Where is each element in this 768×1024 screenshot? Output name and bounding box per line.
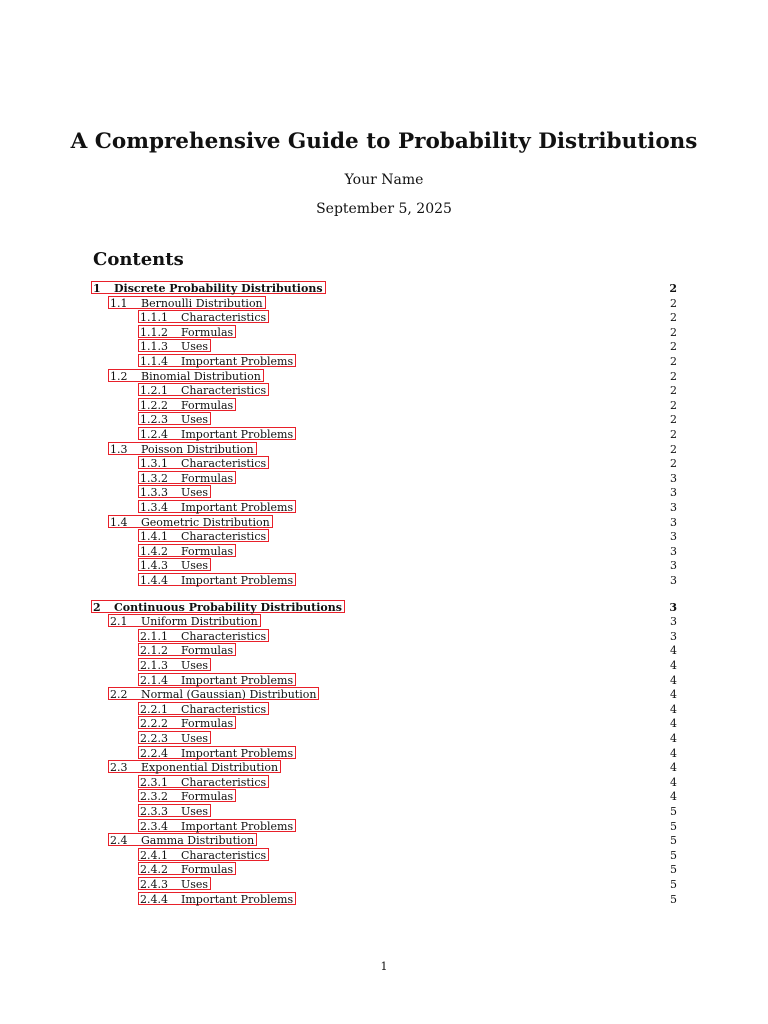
toc-entry-title: Discrete Probability Distributions (114, 282, 323, 295)
toc-page-number: 2 (670, 384, 677, 398)
toc-entry-number: 1.1.1 (140, 311, 168, 325)
toc-entry-title: Formulas (181, 644, 234, 658)
toc-subsection-row (91, 310, 677, 325)
toc-entry-number: 1.1.3 (140, 340, 168, 354)
toc-entry-number: 1.1.4 (140, 355, 168, 368)
toc-section-row (91, 369, 677, 384)
toc-subsection-row (91, 716, 677, 731)
toc-entry-title: Important Problems (181, 673, 294, 687)
toc-entry-title: Formulas (181, 544, 234, 558)
toc-page-number: 5 (670, 805, 677, 818)
toc-link-1-1[interactable] (108, 296, 266, 309)
toc-page-number: 3 (670, 515, 677, 529)
toc-entry-number: 1.4 (110, 515, 128, 529)
toc-entry-number: 2.3.1 (140, 775, 168, 789)
toc-page-number: 2 (669, 282, 677, 295)
toc-subsection-row (91, 731, 677, 746)
toc-subsection-row (91, 877, 677, 892)
page-number: 1 (380, 960, 388, 973)
toc-entry-title: Important Problems (181, 746, 294, 760)
toc-entry-title: Important Problems (181, 428, 294, 441)
toc-entry-title: Continuous Probability Distributions (114, 600, 342, 614)
toc-page-number: 4 (670, 717, 677, 731)
toc-entry-title: Uses (181, 732, 209, 745)
toc-entry-title: Normal (Gaussian) Distribution (141, 688, 317, 702)
toc-page-number: 3 (669, 600, 677, 614)
toc-subsection-row (91, 819, 677, 834)
toc-section-row (91, 515, 677, 530)
toc-page-number: 2 (670, 457, 677, 471)
toc-entry-number: 1.2.4 (140, 428, 168, 441)
toc-page-number: 4 (670, 761, 677, 775)
document-title: A Comprehensive Guide to Probability Distributions (70, 129, 698, 154)
toc-subsection-row (91, 746, 677, 761)
toc-subsection-row (91, 339, 677, 354)
toc-link-2-2-3[interactable] (138, 731, 211, 744)
toc-entry-title: Characteristics (181, 702, 267, 716)
toc-subsection-row (91, 862, 677, 877)
toc-entry-number: 1.2.3 (140, 413, 168, 427)
toc-entry-number: 2.1 (110, 615, 128, 629)
toc-section-row (91, 833, 677, 848)
toc-page-number: 3 (670, 486, 677, 500)
toc-entry-title: Characteristics (181, 848, 267, 862)
toc-subsection-row (91, 500, 677, 515)
toc-subsection-row (91, 354, 677, 369)
toc-link-1-4[interactable] (108, 515, 273, 528)
toc-link-2-4-2[interactable] (138, 862, 236, 875)
toc-entry-number: 2.4.3 (140, 878, 168, 891)
toc-subsection-row (91, 456, 677, 471)
toc-page-number: 2 (670, 442, 677, 456)
toc-entry-title: Gamma Distribution (141, 834, 255, 848)
toc-entry-number: 2.2.4 (140, 746, 168, 760)
toc-entry-number: 2.3.4 (140, 819, 168, 833)
toc-entry-number: 1.4.2 (140, 544, 168, 558)
toc-link-1-4-3[interactable] (138, 558, 211, 571)
toc-entry-number: 1.3.1 (140, 457, 168, 471)
toc-subsection-row (91, 427, 677, 442)
toc-link-1-2[interactable] (108, 369, 264, 382)
contents-heading: Contents (93, 249, 184, 270)
toc-subsection-row (91, 383, 677, 398)
toc-link-2-4-4[interactable] (138, 892, 296, 905)
toc-subsection-row (91, 558, 677, 573)
toc-subsection-row (91, 325, 677, 340)
toc-page-number: 3 (670, 559, 677, 573)
toc-subsection-row (91, 789, 677, 804)
toc-entry-number: 2.1.4 (140, 673, 168, 687)
toc-section-row (91, 760, 677, 775)
toc-page-number: 4 (670, 659, 677, 672)
toc-link-1-1-2[interactable] (138, 325, 236, 338)
toc-entry-number: 2.1.1 (140, 629, 168, 643)
toc-entry-title: Poisson Distribution (141, 442, 254, 456)
toc-page-number: 5 (670, 834, 677, 848)
toc-entry-number: 1.2.1 (140, 384, 168, 398)
toc-entry-number: 2.3.2 (140, 790, 168, 804)
toc-subsection-row (91, 673, 677, 688)
toc-link-1[interactable] (91, 281, 326, 294)
toc-entry-title: Uses (181, 805, 209, 818)
toc-entry-number: 1.4.3 (140, 559, 168, 573)
toc-entry-title: Characteristics (181, 629, 267, 643)
toc-entry-title: Formulas (181, 325, 234, 339)
toc-subsection-row (91, 544, 677, 559)
toc-entry-title: Important Problems (181, 819, 294, 833)
toc-entry-number: 2.4 (110, 834, 128, 848)
toc-entry-number: 1.1 (110, 296, 128, 310)
toc-link-1-2-1[interactable] (138, 383, 269, 396)
toc-subsection-row (91, 529, 677, 544)
toc-page-number: 4 (670, 732, 677, 745)
toc-entry-title: Binomial Distribution (141, 369, 261, 383)
toc-entry-number: 2.1.3 (140, 659, 168, 672)
toc-page-number: 4 (670, 775, 677, 789)
toc-entry-number: 1.3.2 (140, 471, 168, 485)
toc-page-number: 2 (670, 325, 677, 339)
toc-entry-number: 2.1.2 (140, 644, 168, 658)
toc-link-1-4-1[interactable] (138, 529, 269, 542)
toc-link-1-1-4[interactable] (138, 354, 296, 367)
toc-link-1-3[interactable] (108, 442, 257, 455)
toc-page-number: 5 (670, 863, 677, 877)
toc-entry-title: Uses (181, 659, 209, 672)
toc-page-number: 2 (670, 355, 677, 368)
toc-subsection-row (91, 398, 677, 413)
toc-entry-title: Important Problems (181, 892, 294, 906)
toc-page-number: 2 (670, 428, 677, 441)
toc-entry-title: Uses (181, 878, 209, 891)
toc-link-1-4-2[interactable] (138, 544, 236, 557)
toc-page-number: 2 (670, 340, 677, 354)
toc-page-number: 4 (670, 644, 677, 658)
toc-entry-title: Important Problems (181, 355, 294, 368)
toc-entry-number: 1.1.2 (140, 325, 168, 339)
toc-subsection-row (91, 643, 677, 658)
toc-link-2-2[interactable] (108, 687, 319, 700)
toc-section-row (91, 614, 677, 629)
toc-page-number: 2 (670, 296, 677, 310)
toc-page-number: 2 (670, 311, 677, 325)
toc-page-number: 4 (670, 688, 677, 702)
toc-subsection-row (91, 848, 677, 863)
toc-entry-number: 1.2.2 (140, 398, 168, 412)
toc-entry-number: 2.4.4 (140, 892, 168, 906)
toc-link-1-3-3[interactable] (138, 485, 211, 498)
toc-link-2-4-3[interactable] (138, 877, 211, 890)
toc-link-2-4[interactable] (108, 833, 257, 846)
toc-entry-title: Uses (181, 559, 209, 573)
toc-page-number: 3 (670, 471, 677, 485)
toc-entry-title: Uses (181, 486, 209, 500)
toc-link-2-1-3[interactable] (138, 658, 211, 671)
toc-entry-title: Formulas (181, 790, 234, 804)
toc-entry-number: 2.4.1 (140, 848, 168, 862)
toc-entry-number: 2.2.3 (140, 732, 168, 745)
toc-link-2-2-2[interactable] (138, 716, 236, 729)
toc-subsection-row (91, 775, 677, 790)
toc-page-number: 3 (670, 544, 677, 558)
toc-page-number: 4 (670, 746, 677, 760)
toc-page-number: 2 (670, 413, 677, 427)
toc-subsection-row (91, 629, 677, 644)
toc-page-number: 4 (670, 673, 677, 687)
toc-entry-title: Uniform Distribution (141, 615, 258, 629)
toc-entry-title: Important Problems (181, 574, 294, 587)
toc-subsection-row (91, 485, 677, 500)
toc-entry-title: Geometric Distribution (141, 515, 270, 529)
toc-chapter-row (91, 600, 677, 615)
toc-entry-number: 1.3.3 (140, 486, 168, 500)
toc-page-number: 3 (670, 501, 677, 514)
toc-page-number: 5 (670, 892, 677, 906)
toc-page-number: 3 (670, 530, 677, 544)
toc-subsection-row (91, 658, 677, 673)
toc-entry-title: Uses (181, 413, 209, 427)
toc-entry-number: 2.2.1 (140, 702, 168, 716)
toc-link-2-1-2[interactable] (138, 643, 236, 656)
toc-link-1-3-2[interactable] (138, 471, 236, 484)
toc-subsection-row (91, 892, 677, 907)
toc-entry-title: Formulas (181, 471, 234, 485)
toc-link-2-3-4[interactable] (138, 819, 296, 832)
toc-link-1-4-4[interactable] (138, 573, 296, 586)
toc-link-1-3-4[interactable] (138, 500, 296, 513)
toc-link-2[interactable] (91, 600, 345, 613)
toc-subsection-row (91, 573, 677, 588)
toc-entry-title: Characteristics (181, 384, 267, 398)
toc-page-number: 5 (670, 848, 677, 862)
toc-link-2-2-4[interactable] (138, 746, 296, 759)
toc-section-row (91, 296, 677, 311)
toc-entry-number: 2.3 (110, 761, 128, 775)
toc-page-number: 5 (670, 878, 677, 891)
toc-page-number: 4 (670, 790, 677, 804)
toc-entry-title: Formulas (181, 398, 234, 412)
toc-link-2-2-1[interactable] (138, 702, 269, 715)
toc-page-number: 5 (670, 819, 677, 833)
toc-entry-title: Characteristics (181, 457, 267, 471)
toc-entry-title: Uses (181, 340, 209, 354)
toc-link-2-3-2[interactable] (138, 789, 236, 802)
toc-entry-title: Characteristics (181, 775, 267, 789)
toc-entry-title: Bernoulli Distribution (141, 296, 263, 310)
toc-entry-title: Formulas (181, 863, 234, 877)
toc-entry-number: 2 (93, 600, 101, 614)
toc-page-number: 3 (670, 615, 677, 629)
document-author: Your Name (344, 172, 424, 188)
toc-entry-number: 2.3.3 (140, 805, 168, 818)
toc-section-row (91, 687, 677, 702)
toc-page-number: 2 (670, 398, 677, 412)
toc-entry-number: 1.4.1 (140, 530, 168, 544)
toc-link-1-1-3[interactable] (138, 339, 211, 352)
toc-chapter-row (91, 281, 677, 296)
toc-entry-title: Exponential Distribution (141, 761, 279, 775)
toc-entry-number: 2.2 (110, 688, 128, 702)
toc-subsection-row (91, 412, 677, 427)
toc-link-1-2-2[interactable] (138, 398, 236, 411)
toc-link-1-3-1[interactable] (138, 456, 269, 469)
toc-page-number: 2 (670, 369, 677, 383)
toc-link-2-3-1[interactable] (138, 775, 269, 788)
toc-link-1-2-4[interactable] (138, 427, 296, 440)
toc-entry-title: Formulas (181, 717, 234, 731)
toc-page-number: 3 (670, 629, 677, 643)
toc-link-2-3[interactable] (108, 760, 281, 773)
toc-link-2-1-4[interactable] (138, 673, 296, 686)
toc-entry-number: 1.3.4 (140, 501, 168, 514)
toc-link-1-1-1[interactable] (138, 310, 269, 323)
toc-link-1-2-3[interactable] (138, 412, 211, 425)
toc-link-2-1-1[interactable] (138, 629, 269, 642)
toc-link-2-3-3[interactable] (138, 804, 211, 817)
toc-subsection-row (91, 804, 677, 819)
toc-entry-number: 1.4.4 (140, 574, 168, 587)
toc-entry-number: 1.3 (110, 442, 128, 456)
document-date: September 5, 2025 (316, 201, 452, 217)
toc-entry-title: Characteristics (181, 530, 267, 544)
toc-section-row (91, 442, 677, 457)
toc-subsection-row (91, 702, 677, 717)
toc-entry-title: Important Problems (181, 501, 294, 514)
toc-entry-number: 2.4.2 (140, 863, 168, 877)
toc-link-2-1[interactable] (108, 614, 261, 627)
toc-page-number: 4 (670, 702, 677, 716)
toc-entry-number: 1.2 (110, 369, 128, 383)
toc-link-2-4-1[interactable] (138, 848, 269, 861)
toc-subsection-row (91, 471, 677, 486)
toc-entry-number: 1 (93, 282, 101, 295)
toc-page-number: 3 (670, 574, 677, 587)
toc-entry-number: 2.2.2 (140, 717, 168, 731)
toc-entry-title: Characteristics (181, 311, 267, 325)
